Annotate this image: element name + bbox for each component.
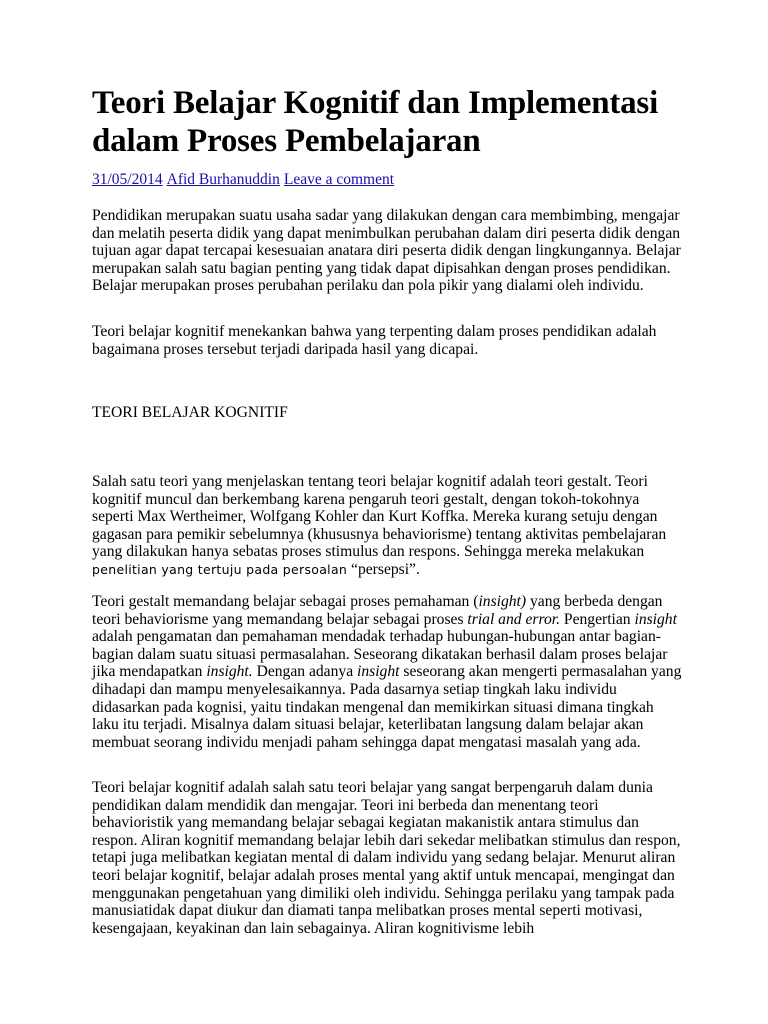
post-date-link[interactable]: 31/05/2014: [92, 171, 163, 188]
text-run: Teori gestalt memandang belajar sebagai proses pemahaman (: [92, 593, 479, 610]
paragraph-last-line: penelitian yang tertuju pada persoalan: [92, 561, 348, 577]
author-link[interactable]: Afid Burhanuddin: [166, 171, 280, 188]
paragraph-intro: Pendidikan merupakan suatu usaha sadar yang dilakukan dengan cara membimbing, mengajar dan melatih peserta didik yang dapat menimbulkan perubahan dalam diri peserta didik dengan tujuan agar dapat tercapai kesesuaian anatara diri peserta didik dengan lingkungannya. Belajar merupakan salah satu bagian penting yang tidak dapat dipisahkan dengan proses pendidikan. Belajar merupakan proses perubahan perilaku dan pola pikir yang dialami oleh individu.: [92, 207, 681, 295]
italic-term: insight): [478, 593, 527, 610]
italic-term: trial and error.: [467, 610, 560, 628]
article-title: Teori Belajar Kognitif dan Implementasi dalam Proses Pembelajaran: [92, 85, 659, 159]
paragraph-gestalt-origin: [92, 473, 682, 579]
leave-comment-link[interactable]: Leave a comment: [283, 171, 395, 188]
italic-term: insight: [357, 663, 400, 681]
text-run: adalah pengamatan dan pemahaman mendadak terhadap hubungan-hubungan antar bagian-bagian dalam suatu situasi permasalahan. Seseorang dikatakan berhasil dalam proses belajar jika mendapatkan: [92, 628, 668, 681]
italic-term: insight: [634, 610, 677, 628]
section-heading: TEORI BELAJAR KOGNITIF: [92, 404, 288, 421]
paragraph-cognitive-emphasis: Teori belajar kognitif menekankan bahwa yang terpenting dalam proses pendidikan adalah bagaimana proses tersebut terjadi daripada hasil yang dicapai.: [92, 323, 657, 358]
paragraph-insight: [92, 593, 682, 751]
text-run: seseorang akan mengerti permasalahan yang dihadapi dan mampu menyelesaikannya. Pada dasarnya setiap tingkah laku individu didasarkan pada kognisi, yaitu tindakan mengenal dan memikirkan situasi dimana tingkah laku itu terjadi. Misalnya dalam situasi belajar, keterlibatan langsung dalam belajar akan membuat seorang individu menjadi paham sehingga dapat mengatasi masalah yang ada.: [92, 663, 682, 751]
text-run: Dengan adanya: [252, 663, 358, 681]
italic-term: insight.: [206, 663, 253, 681]
post-meta: [92, 170, 394, 190]
text-run: Pengertian: [560, 610, 635, 628]
paragraph-cognitive-theory: Teori belajar kognitif adalah salah satu teori belajar yang sangat berpengaruh dalam dunia pendidikan dalam mendidik dan mengajar. Teori ini berbeda dan menentang teori behavioristik yang memandang belajar sebagai kegiatan makanistik antara stimulus dan respon. Aliran kognitif memandang belajar lebih dari sekedar melibatkan stimulus dan respon, tetapi juga melibatkan kegiatan mental di dalam individu yang sedang belajar. Menurut aliran teori belajar kognitif, belajar adalah proses mental yang aktif untuk mencapai, mengingat dan menggunakan pengetahuan yang dimiliki oleh individu. Sehingga perilaku yang tampak pada manusiatidak dapat diukur dan diamati tanpa melibatkan proses mental seperti motivasi, kesengajaan, keyakinan dan lain sebagainya. Aliran kognitivisme lebih: [92, 779, 681, 937]
quote-text: “persepsi”.: [347, 560, 420, 578]
paragraph-text: Salah satu teori yang menjelaskan tentang teori belajar kognitif adalah teori gestalt. Teori kognitif muncul dan berkembang karena pengaruh teori gestalt, dengan tokoh-tokohnya seperti Max Wertheimer, Wolfgang Kohler dan Kurt Koffka. Mereka kurang setuju dengan gagasan para pemikir sebelumnya (khususnya behaviorisme) tentang aktivitas pembelajaran yang dilakukan hanya sebatas proses stimulus dan respons. Sehingga mereka melakukan: [92, 473, 667, 561]
text-run: yang berbeda dengan teori behaviorisme yang memandang belajar sebagai proses: [92, 593, 663, 628]
